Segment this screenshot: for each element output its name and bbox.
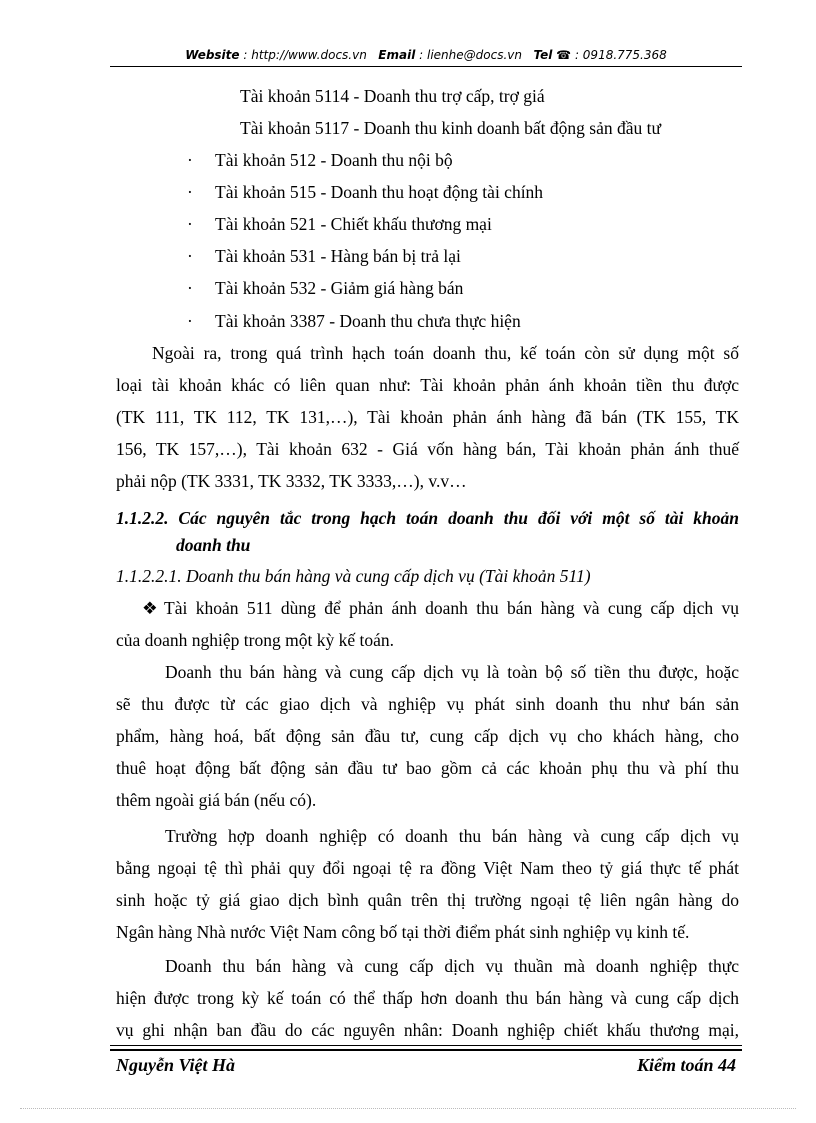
section-heading-cont: doanh thu xyxy=(176,535,251,555)
bullet-icon: · xyxy=(187,182,193,202)
footer-divider-thick xyxy=(110,1049,742,1051)
tel-label: Tel xyxy=(533,48,553,62)
bullet-icon: · xyxy=(187,150,193,170)
subsection-heading: 1.1.2.2.1. Doanh thu bán hàng và cung cấp dịch vụ (Tài khoản 511) xyxy=(116,566,591,586)
diamond-bullet-icon: ❖ xyxy=(142,598,158,618)
footer-page-label: Kiểm toán 44 xyxy=(636,1055,736,1075)
paragraph-line: Trường hợp doanh nghiệp có doanh thu bán hàng và cung cấp dịch vụ xyxy=(165,826,739,846)
paragraph-line: phải nộp (TK 3331, TK 3332, TK 3333,…), v.v… xyxy=(116,471,467,491)
paragraph-line: (TK 111, TK 112, TK 131,…), Tài khoản phản ánh hàng đã bán (TK 155, TK xyxy=(116,407,739,427)
list-item: · Tài khoản 521 - Chiết khấu thương mại xyxy=(187,214,492,234)
sub-account-line: Tài khoản 5117 - Doanh thu kinh doanh bất động sản đầu tư xyxy=(240,118,661,138)
paragraph-line: của doanh nghiệp trong một kỳ kế toán. xyxy=(116,630,394,650)
paragraph-line: Ngoài ra, trong quá trình hạch toán doanh thu, kế toán còn sử dụng một số xyxy=(152,343,739,363)
phone-icon: ☎ xyxy=(556,48,572,62)
paragraph-line: 156, TK 157,…), Tài khoản 632 - Giá vốn hàng bán, Tài khoản phản ánh thuế xyxy=(116,439,739,459)
tel-value: : 0918.775.368 xyxy=(574,48,667,62)
paragraph-line: thêm ngoài giá bán (nếu có). xyxy=(116,790,317,810)
email-label: Email xyxy=(378,48,416,62)
list-item: · Tài khoản 3387 - Doanh thu chưa thực hiện xyxy=(187,311,521,331)
paragraph-line: ❖ Tài khoản 511 dùng để phản ánh doanh thu bán hàng và cung cấp dịch vụ xyxy=(142,598,739,618)
list-item: · Tài khoản 532 - Giảm giá hàng bán xyxy=(187,278,464,298)
website-label: Website xyxy=(185,48,240,62)
paragraph-line: Doanh thu bán hàng và cung cấp dịch vụ là toàn bộ số tiền thu được, hoặc xyxy=(165,662,739,682)
footer-divider xyxy=(110,1045,742,1046)
footer-author: Nguyễn Việt Hà xyxy=(116,1055,236,1075)
bullet-icon: · xyxy=(187,278,193,298)
email-value: : lienhe@docs.vn xyxy=(419,48,522,62)
section-heading: 1.1.2.2. Các nguyên tắc trong hạch toán doanh thu đối với một số tài khoản xyxy=(116,508,739,528)
list-item: · Tài khoản 531 - Hàng bán bị trả lại xyxy=(187,246,461,266)
paragraph-line: bằng ngoại tệ thì phải quy đổi ngoại tệ ra đồng Việt Nam theo tỷ giá thực tế phát xyxy=(116,858,739,878)
paragraph-line: thuê hoạt động bất động sản đầu tư bao gồm cả các khoản phụ thu và phí thu xyxy=(116,758,739,778)
bullet-icon: · xyxy=(187,311,193,331)
list-item: · Tài khoản 512 - Doanh thu nội bộ xyxy=(187,150,453,170)
paragraph-line: sẽ thu được từ các giao dịch và nghiệp vụ phát sinh doanh thu như bán sản xyxy=(116,694,739,714)
paragraph-line: vụ ghi nhận ban đầu do các nguyên nhân: Doanh nghiệp chiết khấu thương mại, xyxy=(116,1020,739,1040)
paragraph-line: loại tài khoản khác có liên quan như: Tài khoản phản ánh khoản tiền thu được xyxy=(116,375,739,395)
website-url: : http://www.docs.vn xyxy=(243,48,367,62)
list-item: · Tài khoản 515 - Doanh thu hoạt động tài chính xyxy=(187,182,544,202)
header-divider xyxy=(110,66,742,67)
paragraph-line: Ngân hàng Nhà nước Việt Nam công bố tại thời điểm phát sinh nghiệp vụ kinh tế. xyxy=(116,922,690,942)
paragraph-line: hiện được trong kỳ kế toán có thể thấp hơn doanh thu bán hàng và cung cấp dịch xyxy=(116,988,739,1008)
bullet-icon: · xyxy=(187,246,193,266)
sub-account-line: Tài khoản 5114 - Doanh thu trợ cấp, trợ giá xyxy=(240,86,545,106)
paragraph-line: phẩm, hàng hoá, bất động sản đầu tư, cung cấp dịch vụ cho khách hàng, cho xyxy=(116,726,739,746)
page-header xyxy=(110,48,742,62)
paragraph-line: sinh hoặc tỷ giá giao dịch bình quân trên thị trường ngoại tệ liên ngân hàng do xyxy=(116,890,739,910)
paragraph-line: Doanh thu bán hàng và cung cấp dịch vụ thuần mà doanh nghiệp thực xyxy=(165,956,739,976)
page-break-line xyxy=(20,1108,796,1109)
bullet-icon: · xyxy=(187,214,193,234)
